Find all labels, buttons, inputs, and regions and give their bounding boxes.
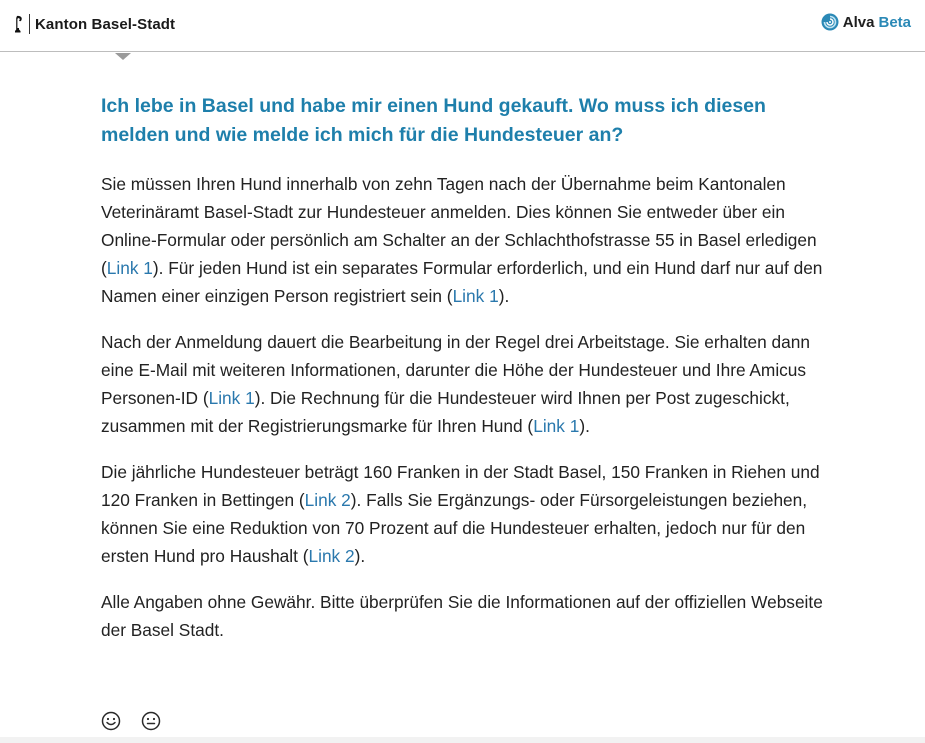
canton-brand[interactable] xyxy=(14,13,175,35)
answer-text: ). xyxy=(579,416,590,436)
chat-message xyxy=(101,92,831,662)
source-link[interactable]: Link 1 xyxy=(452,286,499,306)
basel-crosier-icon xyxy=(14,15,24,33)
disclaimer: Alle Angaben ohne Gewähr. Bitte überprüfen Sie die Informationen auf der offiziellen Webseite der Basel Stadt. xyxy=(101,592,823,640)
feedback-bar xyxy=(101,711,161,736)
answer-paragraph-3 xyxy=(101,458,831,570)
brand-divider xyxy=(29,14,30,34)
canton-title: Kanton Basel-Stadt xyxy=(35,15,176,33)
answer-text: ). xyxy=(354,546,366,566)
user-question: Ich lebe in Basel und habe mir einen Hund gekauft. Wo muss ich diesen melden und wie melde ich mich für die Hundesteuer an? xyxy=(101,95,766,146)
source-link[interactable]: Link 2 xyxy=(304,490,351,510)
smiley-happy-icon[interactable] xyxy=(101,711,121,736)
assistant-name: Alva xyxy=(842,13,875,31)
app-header xyxy=(0,0,925,52)
answer-paragraph-1 xyxy=(101,170,831,310)
alva-brand[interactable] xyxy=(821,13,911,31)
source-link[interactable]: Link 1 xyxy=(533,416,580,436)
bottom-strip xyxy=(0,737,925,743)
alva-swirl-icon xyxy=(821,13,839,31)
answer-paragraph-2 xyxy=(101,328,831,440)
answer-text: ). Für jeden Hund ist ein separates Formular erforderlich, und ein Hund darf nur auf den Namen einer einzigen Person registriert sein ( xyxy=(101,258,823,306)
source-link[interactable]: Link 1 xyxy=(208,388,255,408)
answer-text: ). Die Rechnung für die Hundesteuer wird Ihnen per Post zugeschickt, zusammen mit der Registrierungsmarke für Ihren Hund ( xyxy=(101,388,790,436)
answer-text: ). xyxy=(498,286,510,306)
smiley-neutral-icon[interactable] xyxy=(141,711,161,736)
answer-text: Sie müssen Ihren Hund innerhalb von zehn Tagen nach der Übernahme beim Kantonalen Veterinäramt Basel-Stadt zur Hundesteuer anmelden. Dies können Sie entweder über ein Online-Formular oder persönlich am Schalter an der Schlachthofstrasse 55 in Basel erledigen ( xyxy=(101,174,817,278)
source-link[interactable]: Link 2 xyxy=(308,546,355,566)
source-link[interactable]: Link 1 xyxy=(106,258,153,278)
beta-badge: Beta xyxy=(878,13,911,31)
answer-text: Nach der Anmeldung dauert die Bearbeitung in der Regel drei Arbeitstage. Sie erhalten dann eine E-Mail mit weiteren Informationen, darunter die Höhe der Hundesteuer und Ihre Amicus Personen-ID ( xyxy=(101,332,811,408)
collapse-caret-icon[interactable] xyxy=(115,53,131,60)
answer-text: Die jährliche Hundesteuer beträgt 160 Franken in der Stadt Basel, 150 Franken in Riehen und 120 Franken in Bettingen ( xyxy=(101,462,820,510)
answer-text: ). Falls Sie Ergänzungs- oder Fürsorgeleistungen beziehen, können Sie eine Reduktion von 70 Prozent auf die Hundesteuer erhalten, jedoch nur für den ersten Hund pro Haushalt ( xyxy=(101,490,808,566)
